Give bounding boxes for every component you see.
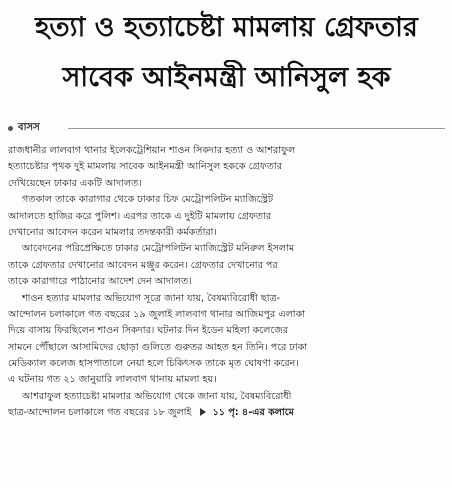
text-line: তাকে গ্রেফতার দেখানোর আবেদন মঞ্জুর করেন। গ্রেফতার দেখানোর পর [8, 259, 278, 271]
paragraph [8, 291, 446, 389]
paragraph [8, 143, 446, 192]
bullet-icon [8, 126, 13, 131]
continued-on-page: ১১ পৃ: ৪-এর কলামে [212, 407, 294, 419]
byline-source: বাসস [18, 122, 40, 133]
text-line-with-jump [8, 405, 446, 421]
headline-line-1: হত্যা ও হত্যাচেষ্টা মামলায় গ্রেফতার [35, 12, 418, 43]
text-line: হত্যাচেষ্টার পৃথক দুই মামলায় সাবেক আইনমন্ত্রী আনিসুল হককে গ্রেফতার [8, 161, 283, 173]
text-line: আদালতে হাজির করে পুলিশ। এরপর তাকে এ দুইটি মামলায় গ্রেফতার [8, 210, 272, 222]
text-line: মেডিক্যাল কলেজ হাসপাতালে নেয়া হলে চিকিৎসক তাকে মৃত ঘোষণা করেন। [8, 358, 299, 370]
headline-line-2: সাবেক আইনমন্ত্রী আনিসুল হক [62, 62, 391, 93]
byline [8, 121, 40, 135]
text-line: আবেদনের পরিপ্রেক্ষিতে ঢাকার মেট্রোপলিটন ম্যাজিস্ট্রেট মনিরুল ইসলাম [22, 243, 295, 255]
text-line: দেখিয়েছেন ঢাকার একটি আদালত। [8, 177, 142, 189]
text-line: আশরাফুল হত্যাচেষ্টা মামলার অভিযোগ থেকে জানা যায়, বৈষম্যবিরোধী [22, 390, 292, 402]
text-line: আন্দোলন চলাকালে গত বছরের ১৯ জুলাই লালবাগ থানার আজিমপুর এলাকা [8, 308, 306, 320]
text-line: দিয়ে বাসায় ফিরছিলেন শাওন সিকদার। ঘটনার দিন ইডেন মহিলা কলেজের [8, 325, 289, 337]
paragraph [8, 241, 446, 290]
last-line-text: ছাত্র-আন্দোলন চলাকালে গত বছরের ১৮ জুলাই [8, 407, 192, 419]
paragraph [8, 192, 446, 241]
text-line: তাকে কারাগারে পাঠানোর আদেশ দেন আদালত। [8, 276, 192, 288]
text-line: এ ঘটনায় গত ২১ জানুয়ারি লালবাগ থানায় মামলা হয়। [8, 374, 217, 386]
byline-divider [68, 128, 445, 129]
text-line: শাওন হত্যার মামলার অভিযোগ সূত্রে জানা যায়, বৈষম্যবিরোধী ছাত্র- [22, 292, 280, 304]
paragraph [8, 389, 446, 422]
article-body [8, 143, 446, 422]
text-line: দেখানোর আবেদন করেন মামলার তদন্তকারী কর্মকর্তারা। [8, 226, 217, 238]
arrow-right-icon [200, 408, 206, 416]
text-line: সামনে পৌঁছালে আসামিদের ছোড়া গুলিতে গুরুতর আহত হন তিনি। পরে ঢাকা [8, 341, 308, 353]
text-line: গতকাল তাকে কারাগার থেকে ঢাকার চিফ মেট্রোপলিটন ম্যাজিস্ট্রেট [22, 194, 274, 206]
text-line: রাজধানীর লালবাগ থানার ইলেকট্রেশিয়ান শাওন সিকদার হত্যা ও আশরাফুল [8, 145, 296, 156]
